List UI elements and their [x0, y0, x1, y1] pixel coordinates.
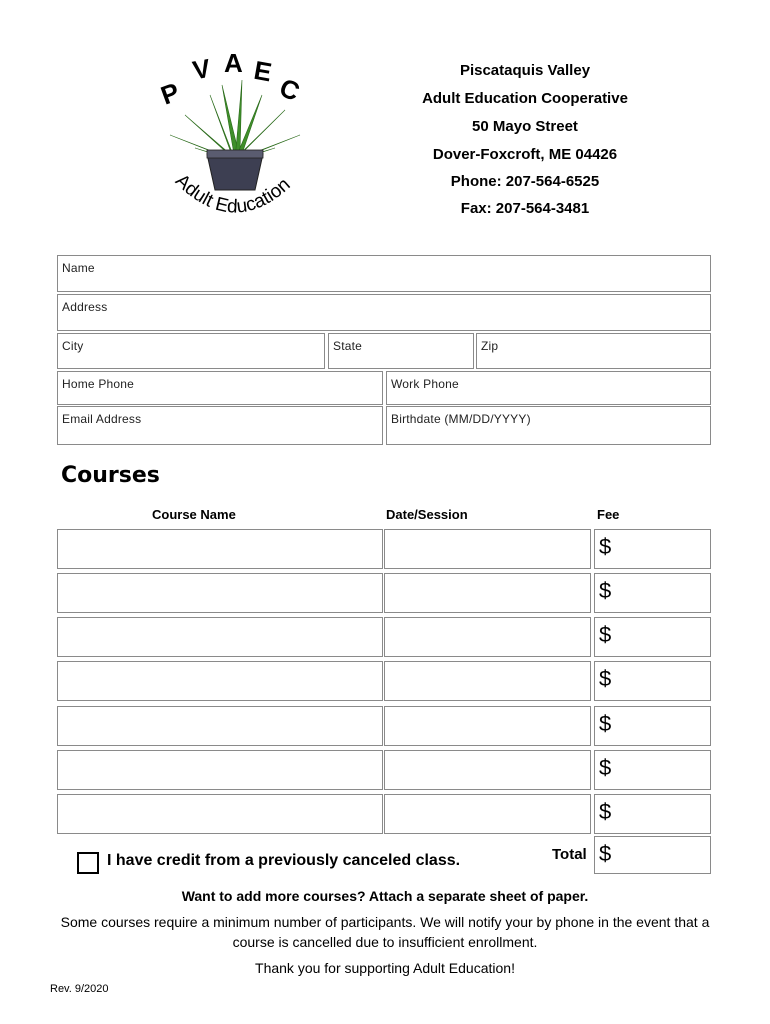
credit-checkbox[interactable]: [77, 852, 99, 874]
dollar-sign: $: [599, 711, 612, 736]
credit-label: I have credit from a previously canceled class.: [107, 852, 461, 869]
fee-header: Fee: [597, 507, 620, 522]
date-session-input[interactable]: [384, 617, 591, 657]
date-session-input[interactable]: [384, 794, 591, 834]
course-name-input[interactable]: [57, 661, 383, 701]
thank-you-note: Thank you for supporting Adult Education!: [255, 960, 515, 976]
fee-input[interactable]: [594, 661, 711, 701]
work-phone-field[interactable]: [386, 371, 711, 405]
revision-label: Rev. 9/2020: [50, 983, 109, 995]
minimum-participants-note: Some courses require a minimum number of participants. We will notify your by phone in the event that a course is cancelled due to insufficient enrollment.: [60, 914, 710, 950]
name-label: Name: [62, 261, 95, 275]
email-field[interactable]: [57, 406, 383, 445]
course-name-input[interactable]: [57, 794, 383, 834]
home-phone-field[interactable]: [57, 371, 383, 405]
org-street: 50 Mayo Street: [472, 118, 578, 135]
address-label: Address: [62, 300, 108, 314]
fee-input[interactable]: [594, 794, 711, 834]
name-field[interactable]: [57, 255, 711, 292]
more-courses-note: Want to add more courses? Attach a separate sheet of paper.: [181, 888, 589, 904]
email-label: Email Address: [62, 412, 142, 426]
logo-letter: P: [156, 76, 184, 111]
course-name-input[interactable]: [57, 617, 383, 657]
course-name-input[interactable]: [57, 529, 383, 569]
logo-letter: E: [251, 54, 274, 88]
dollar-sign: $: [599, 578, 612, 603]
fee-input[interactable]: [594, 750, 711, 790]
dollar-sign: $: [599, 841, 612, 866]
address-field[interactable]: [57, 294, 711, 331]
date-session-input[interactable]: [384, 661, 591, 701]
org-name-line1: Piscataquis Valley: [459, 62, 591, 79]
state-label: State: [333, 339, 363, 353]
zip-label: Zip: [481, 339, 499, 353]
birthdate-field[interactable]: [386, 406, 711, 445]
course-name-header: Course Name: [152, 507, 236, 522]
course-name-input[interactable]: [57, 706, 383, 746]
fee-input[interactable]: [594, 617, 711, 657]
logo-letter: V: [190, 52, 213, 86]
fee-input[interactable]: [594, 706, 711, 746]
dollar-sign: $: [599, 755, 612, 780]
logo-letter: C: [275, 72, 304, 108]
home-phone-label: Home Phone: [62, 377, 135, 391]
date-session-header: Date/Session: [386, 507, 468, 522]
org-city: Dover-Foxcroft, ME 04426: [432, 146, 618, 163]
date-session-input[interactable]: [384, 529, 591, 569]
dollar-sign: $: [599, 622, 612, 647]
date-session-input[interactable]: [384, 706, 591, 746]
dollar-sign: $: [599, 799, 612, 824]
date-session-input[interactable]: [384, 750, 591, 790]
dollar-sign: $: [599, 666, 612, 691]
course-name-input[interactable]: [57, 573, 383, 613]
total-label: Total: [552, 846, 587, 863]
org-fax: Fax: 207-564-3481: [460, 200, 590, 217]
fee-input[interactable]: [594, 573, 711, 613]
logo-letter: A: [224, 50, 243, 78]
date-session-input[interactable]: [384, 573, 591, 613]
logo-tagline: Adult Education: [171, 170, 295, 218]
pvaec-logo: [150, 50, 320, 230]
state-field[interactable]: [328, 333, 474, 369]
work-phone-label: Work Phone: [391, 377, 459, 391]
fee-input[interactable]: [594, 529, 711, 569]
zip-field[interactable]: [476, 333, 711, 369]
org-name-line2: Adult Education Cooperative: [422, 90, 628, 107]
dollar-sign: $: [599, 534, 612, 559]
org-phone: Phone: 207-564-6525: [450, 173, 600, 190]
courses-heading: Courses: [61, 463, 160, 488]
course-name-input[interactable]: [57, 750, 383, 790]
city-label: City: [62, 339, 84, 353]
total-fee-field[interactable]: [594, 836, 711, 874]
birthdate-label: Birthdate (MM/DD/YYYY): [391, 412, 531, 426]
city-field[interactable]: [57, 333, 325, 369]
